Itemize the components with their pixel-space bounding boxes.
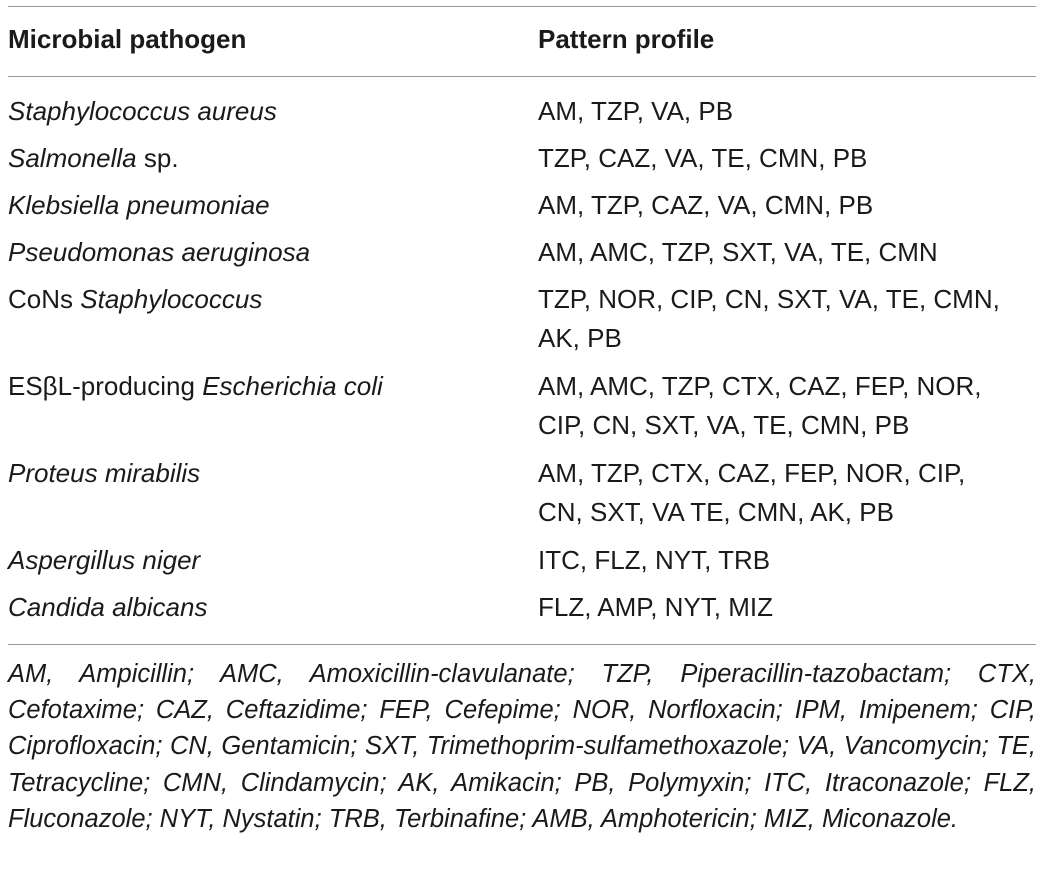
profile-line: ITC, FLZ, NYT, TRB — [538, 545, 771, 575]
pathogen-cell — [8, 454, 528, 493]
pathogen-cell — [8, 186, 528, 225]
pathogen-cell — [8, 541, 528, 580]
table-row — [8, 280, 1036, 367]
pathogen-species: Proteus mirabilis — [8, 458, 201, 488]
profile-line: TZP, NOR, CIP, CN, SXT, VA, TE, CMN, — [538, 284, 1000, 314]
table-row — [8, 541, 1036, 588]
table-row — [8, 233, 1036, 280]
profile-cell — [538, 541, 1038, 580]
profile-line: AM, TZP, CTX, CAZ, FEP, NOR, CIP, — [538, 458, 966, 488]
profile-cell — [538, 367, 1038, 445]
table-row — [8, 588, 1036, 635]
pathogen-cell — [8, 280, 528, 319]
profile-cell — [538, 588, 1038, 627]
profile-line: CIP, CN, SXT, VA, TE, CMN, PB — [538, 410, 910, 440]
table-row — [8, 367, 1036, 454]
profile-cell — [538, 454, 1038, 532]
header-pattern-profile: Pattern profile — [538, 24, 715, 54]
table-row — [8, 139, 1036, 186]
profile-line: CN, SXT, VA TE, CMN, AK, PB — [538, 497, 894, 527]
profile-cell — [538, 139, 1038, 178]
pathogen-suffix: sp. — [136, 143, 179, 173]
table-bottom-rule — [8, 644, 1036, 645]
table-header-row — [8, 24, 1036, 64]
pathogen-cell — [8, 139, 528, 178]
table-top-rule — [8, 6, 1036, 7]
pathogen-species: Staphylococcus — [80, 284, 263, 314]
profile-line: AM, AMC, TZP, SXT, VA, TE, CMN — [538, 237, 938, 267]
pathogen-cell — [8, 92, 528, 131]
profile-line: FLZ, AMP, NYT, MIZ — [538, 592, 774, 622]
profile-line: AK, PB — [538, 323, 622, 353]
pathogen-species: Aspergillus niger — [8, 545, 201, 575]
header-microbial-pathogen: Microbial pathogen — [8, 24, 247, 54]
table-row — [8, 454, 1036, 541]
profile-cell — [538, 280, 1038, 358]
pathogen-cell — [8, 367, 528, 406]
pathogen-species: Staphylococcus aureus — [8, 96, 277, 126]
pathogen-cell — [8, 588, 528, 627]
profile-cell — [538, 233, 1038, 272]
profile-cell — [538, 186, 1038, 225]
profile-line: AM, TZP, CAZ, VA, CMN, PB — [538, 190, 874, 220]
profile-line: AM, AMC, TZP, CTX, CAZ, FEP, NOR, — [538, 371, 982, 401]
pathogen-species: Salmonella — [8, 143, 137, 173]
pathogen-species: Pseudomonas aeruginosa — [8, 237, 311, 267]
pathogen-cell — [8, 233, 528, 272]
profile-line: TZP, CAZ, VA, TE, CMN, PB — [538, 143, 868, 173]
profile-line: AM, TZP, VA, PB — [538, 96, 734, 126]
pathogen-species: Klebsiella pneumoniae — [8, 190, 270, 220]
table-body — [8, 92, 1036, 635]
profile-cell — [538, 92, 1038, 131]
pathogen-species: Escherichia coli — [202, 371, 383, 401]
abbreviations-footnote: AM, Ampicillin; AMC, Amoxicillin-clavulanate; TZP, Piperacillin-tazobactam; CTX, Cefotaxime; CAZ, Ceftazidime; FEP, Cefepime; NOR, Norfloxacin; IPM, Imipenem; CIP, Ciprofloxacin; CN, Gentamicin; SXT, Trimethoprim-sulfamethoxazole; VA, Vancomycin; TE, Tetracycline; CMN, Clindamycin; AK, Amikacin; PB, Polymyxin; ITC, Itraconazole; FLZ, Fluconazole; NYT, Nystatin; TRB, Terbinafine; AMB, Amphotericin; MIZ, Miconazole. — [8, 660, 1036, 833]
pathogen-prefix: CoNs — [8, 284, 81, 314]
table-row — [8, 92, 1036, 139]
table-header-rule — [8, 76, 1036, 77]
pathogen-species: Candida albicans — [8, 592, 208, 622]
pathogen-prefix: ESβL-producing — [8, 371, 203, 401]
table-row — [8, 186, 1036, 233]
